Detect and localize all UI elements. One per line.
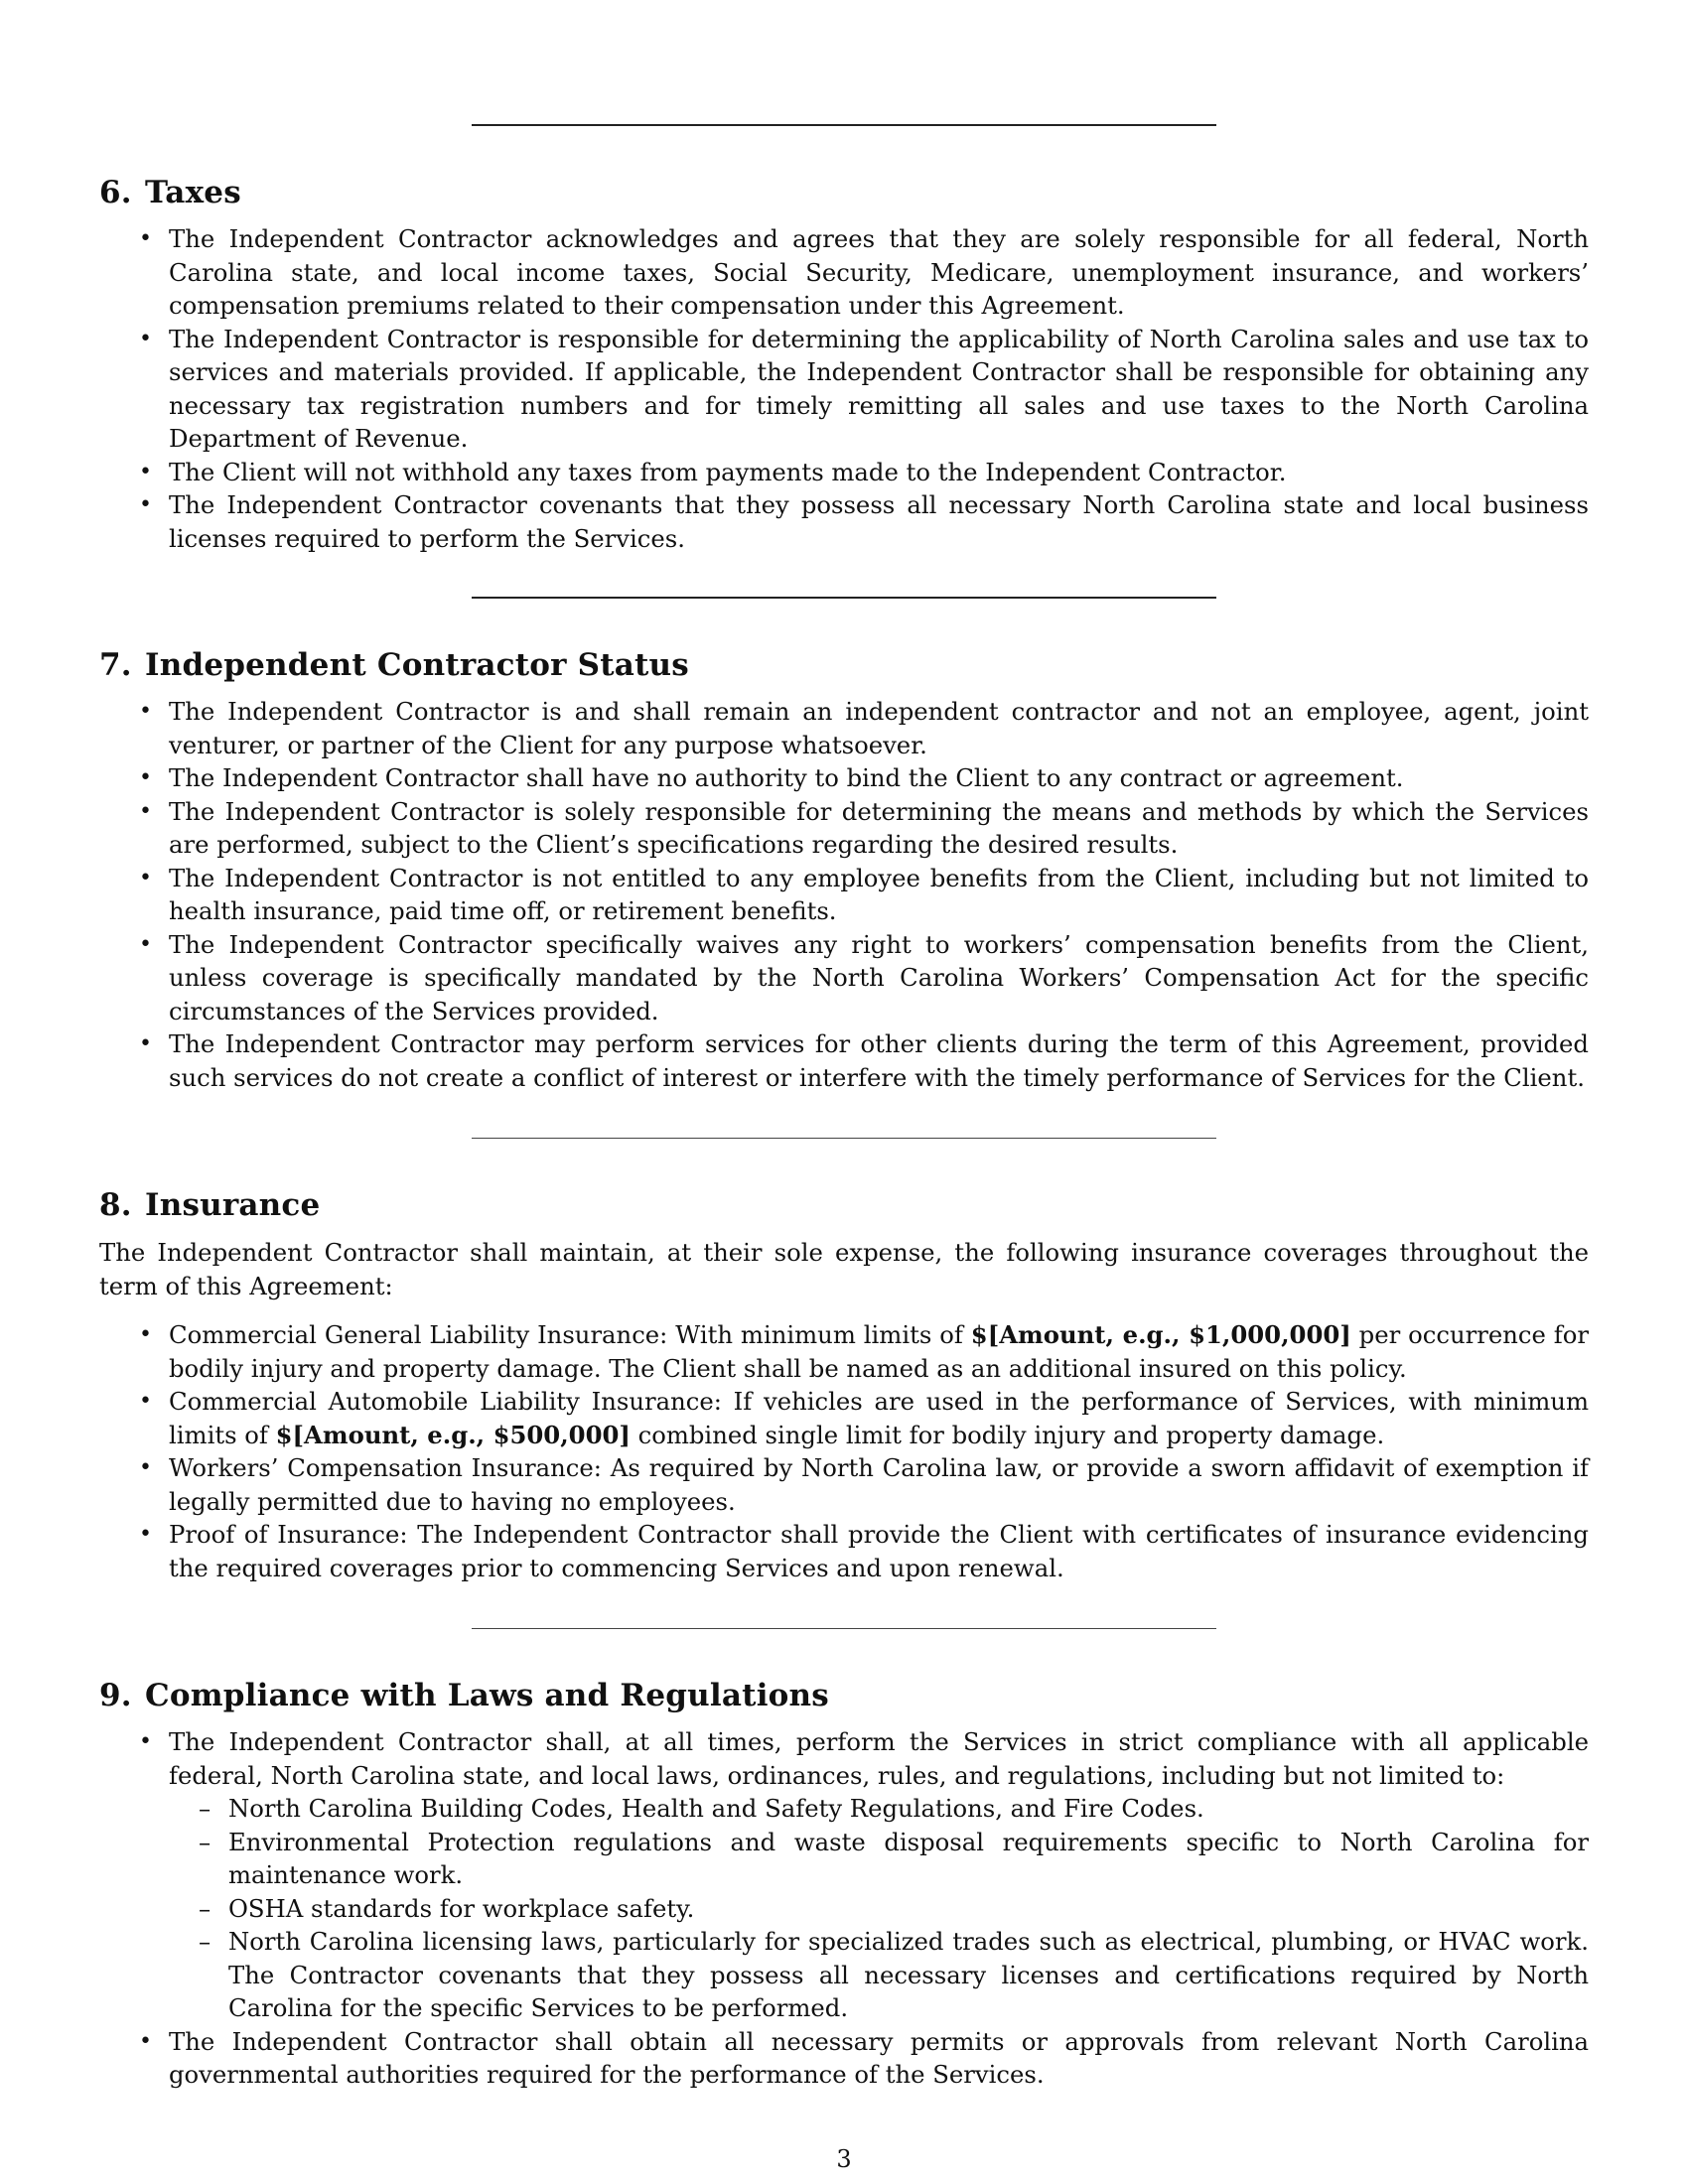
- bullet-list: [99, 222, 1589, 555]
- list-item: • The Client will not withhold any taxes from payments made to the Independent Contractor.: [99, 456, 1589, 489]
- list-item: [99, 1385, 1589, 1451]
- section-intro: The Independent Contractor shall maintain, at their sole expense, the following insurance coverages throughout the term of this Agreement:: [99, 1238, 1589, 1300]
- cgl-amount: $[Amount, e.g., $1,000,000]: [970, 1320, 1351, 1349]
- bullet-list: [99, 1725, 1589, 2092]
- sub-list: [169, 1792, 1589, 2025]
- section-title: Insurance: [145, 1187, 321, 1223]
- sub-list-item: – OSHA standards for workplace safety.: [169, 1892, 1589, 1926]
- section-divider: [472, 1628, 1216, 1629]
- page-number: 3: [836, 2145, 852, 2173]
- section-number: 9.: [99, 1678, 132, 1713]
- list-item: • The Independent Contractor shall have no authority to bind the Client to any contract or agreement.: [99, 761, 1589, 795]
- list-item: • Proof of Insurance: The Independent Contractor shall provide the Client with certificates of insurance evidencing the required coverages prior to commencing Services and upon renewal.: [99, 1518, 1589, 1584]
- section-divider: [472, 597, 1216, 599]
- list-item: [99, 1318, 1589, 1385]
- sub-list-item: – Environmental Protection regulations and waste disposal requirements specific to North Carolina for maintenance work.: [169, 1826, 1589, 1892]
- section-insurance: [99, 1187, 1589, 1584]
- section-number: 8.: [99, 1187, 132, 1223]
- auto-amount: $[Amount, e.g., $500,000]: [275, 1420, 631, 1449]
- section-contractor-status: [99, 647, 1589, 1094]
- section-number: 6.: [99, 175, 132, 210]
- list-item: • The Independent Contractor is not entitled to any employee benefits from the Client, including but not limited to health insurance, paid time off, or retirement benefits.: [99, 862, 1589, 928]
- section-heading: [99, 647, 1589, 683]
- sub-list-item: – North Carolina licensing laws, particularly for specialized trades such as electrical, plumbing, or HVAC work. The Contractor covenants that they possess all necessary licenses and certifications required by North Carolina for the specific Services to be performed.: [169, 1925, 1589, 2025]
- section-number: 7.: [99, 647, 132, 683]
- sub-list-item: – North Carolina Building Codes, Health and Safety Regulations, and Fire Codes.: [169, 1792, 1589, 1826]
- document-page: [99, 0, 1589, 2184]
- cgl-text-end: per occurrence for bodily injury and property damage. The Client shall be named as an additional insured on this policy.: [169, 1320, 1589, 1383]
- list-item: [99, 1725, 1589, 2025]
- list-item: • The Independent Contractor is solely responsible for determining the means and methods by which the Services are performed, subject to the Client’s specifications regarding the desired results.: [99, 795, 1589, 862]
- bullet-list: [99, 695, 1589, 1094]
- section-title: Taxes: [145, 175, 241, 210]
- list-item: • The Independent Contractor is responsible for determining the applicability of North Carolina sales and use tax to services and materials provided. If applicable, the Independent Contractor shall be responsible for obtaining any necessary tax registration numbers and for timely remitting all sales and use taxes to the North Carolina Department of Revenue.: [99, 323, 1589, 456]
- list-item: • The Independent Contractor is and shall remain an independent contractor and not an employee, agent, joint venturer, or partner of the Client for any purpose whatsoever.: [99, 695, 1589, 761]
- cgl-text: Commercial General Liability Insurance: With minimum limits of: [169, 1320, 971, 1349]
- list-item: • The Independent Contractor may perform services for other clients during the term of this Agreement, provided such services do not create a conflict of interest or interfere with the timely performance of Services for the Client.: [99, 1027, 1589, 1094]
- list-item: • The Independent Contractor covenants that they possess all necessary North Carolina state and local business licenses required to perform the Services.: [99, 488, 1589, 555]
- list-item: • The Independent Contractor acknowledges and agrees that they are solely responsible for all federal, North Carolina state, and local income taxes, Social Security, Medicare, unemployment insurance, and workers’ compensation premiums related to their compensation under this Agreement.: [99, 222, 1589, 323]
- section-compliance: [99, 1678, 1589, 2092]
- section-divider: [472, 124, 1216, 126]
- section-divider: [472, 1138, 1216, 1139]
- compliance-text: The Independent Contractor shall, at all times, perform the Services in strict compliance with all applicable federal, North Carolina state, and local laws, ordinances, rules, and regulations, including but not limited to:: [169, 1727, 1589, 1790]
- auto-text: Commercial Automobile Liability Insurance: If vehicles are used in the performance of Services, with minimum limits of: [169, 1387, 1589, 1449]
- section-title: Independent Contractor Status: [145, 647, 689, 683]
- auto-text-end: combined single limit for bodily injury and property damage.: [630, 1420, 1385, 1449]
- list-item: • Workers’ Compensation Insurance: As required by North Carolina law, or provide a sworn affidavit of exemption if legally permitted due to having no employees.: [99, 1451, 1589, 1518]
- bullet-list: [99, 1318, 1589, 1584]
- section-taxes: [99, 175, 1589, 555]
- section-title: Compliance with Laws and Regulations: [145, 1678, 829, 1713]
- section-heading: [99, 1678, 1589, 1713]
- list-item: • The Independent Contractor specifically waives any right to workers’ compensation benefits from the Client, unless coverage is specifically mandated by the North Carolina Workers’ Compensation Act for the specific circumstances of the Services provided.: [99, 928, 1589, 1028]
- list-item: • The Independent Contractor shall obtain all necessary permits or approvals from relevant North Carolina governmental authorities required for the performance of the Services.: [99, 2025, 1589, 2092]
- section-heading: [99, 1187, 1589, 1223]
- section-heading: [99, 175, 1589, 210]
